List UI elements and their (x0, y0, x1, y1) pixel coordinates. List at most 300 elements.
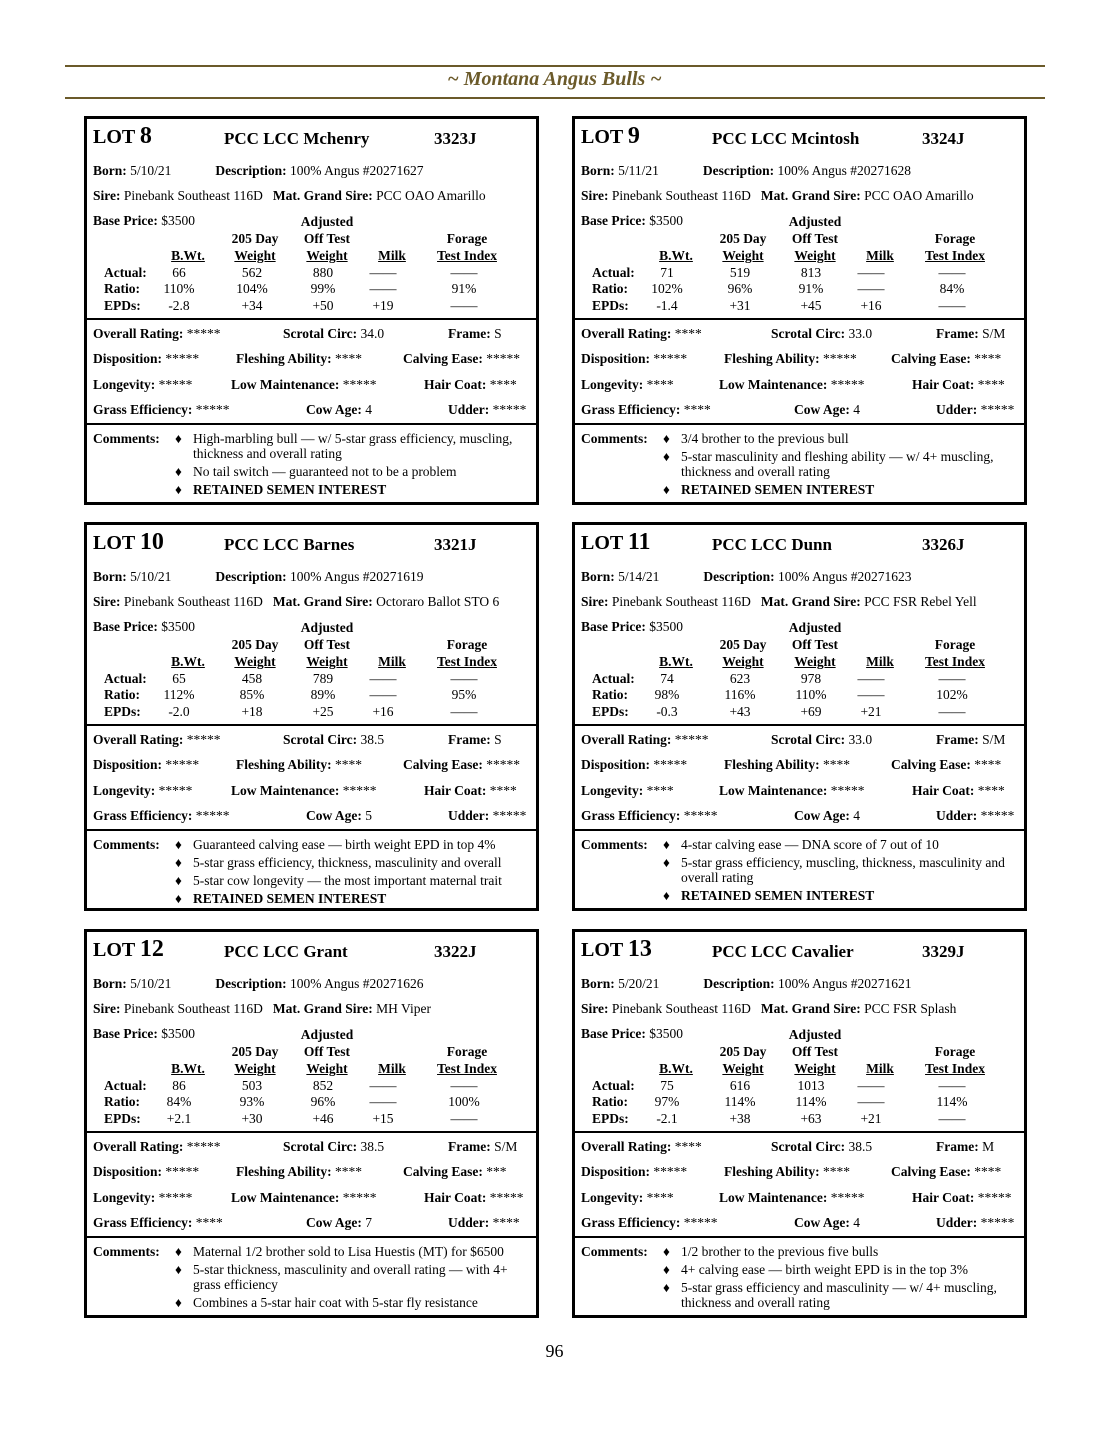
born-label: Born: (581, 569, 615, 584)
cell-epds-1: +43 (729, 704, 751, 719)
overall-rating-value: ***** (674, 732, 709, 747)
col-forage-index-line-0: Forage (934, 1044, 976, 1059)
calving-ease-value: ***** (486, 757, 521, 772)
hair-coat-label: Hair Coat: (912, 783, 975, 798)
cell-epds-4: —— (938, 298, 966, 313)
cell-epds-0: +2.1 (166, 1111, 192, 1126)
description-value: 100% Angus #20271628 (777, 163, 912, 178)
longevity-value: **** (646, 783, 674, 798)
overall-rating-value: **** (674, 1139, 702, 1154)
scrotal-circ (283, 732, 384, 748)
description-value: 100% Angus #20271627 (290, 163, 424, 178)
fleshing-ability-value: **** (823, 757, 851, 772)
col-205-weight (713, 636, 773, 670)
tag-number: 3324J (922, 129, 965, 148)
cell-epds-0: -2.1 (656, 1111, 678, 1126)
base-price-label: Base Price: (581, 1026, 646, 1041)
overall-rating-value: ***** (186, 326, 221, 341)
col-adj-weight (775, 619, 855, 670)
bullet-icon: ♦ (663, 855, 670, 870)
sire-row (93, 188, 486, 204)
mgs-value: PCC OAO Amarillo (376, 188, 486, 203)
longevity (93, 1190, 192, 1206)
col-adj-weight-line-2: Weight (794, 248, 836, 263)
scrotal-circ-value: 34.0 (360, 326, 385, 341)
col-adj-weight-line-1: Off Test (791, 231, 839, 246)
base-price-value: $3500 (649, 619, 683, 634)
row-actual-label: Actual: (592, 1078, 635, 1093)
hair-coat-label: Hair Coat: (424, 377, 487, 392)
born-row (581, 976, 912, 992)
fleshing-ability-value: **** (335, 1164, 363, 1179)
divider-comments (575, 829, 1024, 831)
fleshing-ability-value: **** (335, 757, 363, 772)
grass-efficiency-label: Grass Efficiency: (93, 402, 193, 417)
cell-epds-2: +45 (800, 298, 822, 313)
cell-epds-0: -0.3 (656, 704, 678, 719)
scrotal-circ-value: 38.5 (360, 732, 385, 747)
cell-ratio-4: 84% (939, 281, 965, 296)
grass-efficiency-label: Grass Efficiency: (581, 1215, 681, 1230)
bull-name: PCC LCC Cavalier (712, 942, 854, 961)
udder-value: ***** (980, 1215, 1015, 1230)
col-milk (362, 1060, 422, 1077)
col-bwt (153, 247, 223, 264)
sire-row (93, 1001, 431, 1017)
lot-number (581, 936, 652, 963)
cell-epds-1: +31 (729, 298, 751, 313)
sire-label: Sire: (93, 188, 121, 203)
hair-coat-value: **** (489, 377, 517, 392)
born-value: 5/10/21 (130, 163, 172, 178)
col-milk-line-0: Milk (866, 248, 894, 263)
col-205-weight-line-0: 205 Day (231, 1044, 279, 1059)
cell-actual-3: —— (369, 1078, 397, 1093)
divider-stats (575, 318, 1024, 320)
born-label: Born: (581, 163, 615, 178)
cell-ratio-0: 97% (654, 1094, 680, 1109)
description-value: 100% Angus #20271626 (290, 976, 424, 991)
cell-actual-3: —— (857, 265, 885, 280)
frame-label: Frame: (448, 326, 491, 341)
col-bwt (641, 653, 711, 670)
base-price-row (93, 1026, 195, 1042)
cell-actual-4: —— (938, 1078, 966, 1093)
comment-item (175, 873, 530, 888)
row-actual-label: Actual: (592, 671, 635, 686)
calving-ease-label: Calving Ease: (403, 351, 483, 366)
fleshing-ability-label: Fleshing Ability: (724, 1164, 820, 1179)
udder-label: Udder: (936, 808, 978, 823)
cell-ratio-1: 104% (236, 281, 268, 296)
mgs-label: Mat. Grand Sire: (272, 594, 373, 609)
cow-age-value: 4 (365, 402, 372, 417)
cell-epds-2: +25 (312, 704, 334, 719)
fleshing-ability (724, 1164, 850, 1180)
comments-label: Comments: (581, 837, 648, 852)
tag-number: 3321J (434, 535, 477, 554)
lot-number (581, 529, 651, 556)
bullet-icon: ♦ (663, 888, 670, 903)
col-forage-index-line-0: Forage (934, 231, 976, 246)
cell-ratio-3: —— (857, 1094, 885, 1109)
born-row (93, 569, 424, 585)
col-bwt-line-0: B.Wt. (659, 1061, 693, 1076)
bullet-icon: ♦ (663, 449, 670, 464)
sire-label: Sire: (93, 594, 121, 609)
born-value: 5/20/21 (618, 976, 660, 991)
lot-label: LOT (581, 126, 623, 148)
cell-ratio-1: 93% (239, 1094, 265, 1109)
scrotal-circ-label: Scrotal Circ: (771, 326, 846, 341)
sire-row (581, 1001, 956, 1017)
udder (936, 402, 1014, 418)
born-row (581, 569, 912, 585)
cell-actual-0: 86 (172, 1078, 186, 1093)
frame (448, 732, 502, 748)
cell-ratio-4: 95% (451, 687, 477, 702)
cell-actual-2: 880 (312, 265, 334, 280)
udder-label: Udder: (448, 402, 490, 417)
disposition-label: Disposition: (581, 1164, 651, 1179)
bullet-icon: ♦ (175, 1262, 182, 1277)
overall-rating-value: ***** (186, 1139, 221, 1154)
cell-actual-1: 458 (241, 671, 263, 686)
udder (936, 1215, 1014, 1231)
divider-comments (87, 829, 536, 831)
col-forage-index (910, 636, 1000, 670)
col-forage-index-line-1: Test Index (925, 248, 985, 263)
col-milk-line-0: Milk (378, 1061, 406, 1076)
fleshing-ability-label: Fleshing Ability: (236, 757, 332, 772)
row-ratio-label: Ratio: (592, 281, 628, 296)
cell-epds-1: +38 (729, 1111, 751, 1126)
cell-actual-1: 562 (241, 265, 263, 280)
bullet-icon: ♦ (175, 464, 182, 479)
comment-text: RETAINED SEMEN INTEREST (681, 888, 875, 903)
grass-efficiency-value: ***** (195, 808, 230, 823)
cell-epds-0: -1.4 (656, 298, 678, 313)
lot-card (572, 929, 1027, 1318)
col-adj-weight-line-2: Weight (306, 654, 348, 669)
hair-coat (424, 1190, 524, 1206)
divider-stats (87, 318, 536, 320)
longevity-label: Longevity: (93, 377, 156, 392)
base-price-row (93, 619, 195, 635)
row-epds-label: EPDs: (104, 704, 141, 719)
cell-epds-3: +16 (372, 704, 394, 719)
disposition-label: Disposition: (581, 351, 651, 366)
bullet-icon: ♦ (663, 837, 670, 852)
cell-ratio-0: 98% (654, 687, 680, 702)
lot-number (93, 123, 152, 150)
base-price-label: Base Price: (581, 619, 646, 634)
grass-efficiency (581, 402, 711, 418)
born-value: 5/11/21 (618, 163, 659, 178)
scrotal-circ (283, 326, 384, 342)
cow-age-value: 4 (853, 402, 860, 417)
sire-value: Pinebank Southeast 116D (123, 594, 263, 609)
bullet-icon: ♦ (663, 431, 670, 446)
overall-rating (93, 732, 221, 748)
grass-efficiency-label: Grass Efficiency: (93, 1215, 193, 1230)
cell-actual-0: 66 (172, 265, 186, 280)
longevity-label: Longevity: (93, 1190, 156, 1205)
base-price-label: Base Price: (581, 213, 646, 228)
comments-list (663, 431, 1018, 500)
col-205-weight-line-0: 205 Day (231, 637, 279, 652)
tag-number: 3323J (434, 129, 477, 148)
hair-coat-value: **** (977, 783, 1005, 798)
lot-label: LOT (581, 939, 623, 961)
col-forage-index-line-1: Test Index (925, 1061, 985, 1076)
col-milk (362, 247, 422, 264)
cell-actual-4: —— (450, 1078, 478, 1093)
cow-age-value: 7 (365, 1215, 372, 1230)
col-milk-line-0: Milk (866, 654, 894, 669)
hair-coat-value: **** (489, 783, 517, 798)
row-epds-label: EPDs: (592, 298, 629, 313)
born-label: Born: (581, 976, 615, 991)
col-bwt (153, 1060, 223, 1077)
overall-rating (581, 326, 702, 342)
comment-text: 3/4 brother to the previous bull (681, 431, 849, 446)
grass-efficiency-label: Grass Efficiency: (581, 808, 681, 823)
cell-epds-1: +34 (241, 298, 263, 313)
cow-age (306, 402, 372, 418)
calving-ease-label: Calving Ease: (891, 351, 971, 366)
hair-coat (912, 1190, 1012, 1206)
comment-text: 5-star masculinity and fleshing ability — w/ 4+ muscling, thickness and overall rating (681, 449, 994, 479)
col-205-weight-line-0: 205 Day (719, 637, 767, 652)
grass-efficiency-value: **** (195, 1215, 223, 1230)
comment-text: Guaranteed calving ease — birth weight EPD in top 4% (193, 837, 496, 852)
col-adj-weight-line-1: Off Test (303, 637, 351, 652)
scrotal-circ-label: Scrotal Circ: (283, 732, 358, 747)
overall-rating (581, 1139, 702, 1155)
longevity-value: ***** (158, 783, 193, 798)
overall-rating (93, 326, 221, 342)
base-price-label: Base Price: (93, 1026, 158, 1041)
overall-rating-label: Overall Rating: (93, 1139, 184, 1154)
lot-card (572, 116, 1027, 505)
divider-stats (575, 1131, 1024, 1133)
mgs-label: Mat. Grand Sire: (760, 188, 861, 203)
cell-epds-0: -2.8 (168, 298, 190, 313)
cell-ratio-1: 114% (724, 1094, 756, 1109)
col-forage-index (422, 1043, 512, 1077)
col-adj-weight (287, 213, 367, 264)
frame-value: S (494, 326, 502, 341)
udder-value: ***** (492, 808, 527, 823)
col-205-weight-line-0: 205 Day (231, 231, 279, 246)
cell-actual-1: 519 (729, 265, 751, 280)
udder (448, 1215, 520, 1231)
calving-ease-label: Calving Ease: (403, 1164, 483, 1179)
cell-actual-1: 503 (241, 1078, 263, 1093)
cow-age (794, 808, 860, 824)
frame-value: S/M (982, 732, 1006, 747)
bullet-icon: ♦ (175, 1244, 182, 1259)
comments-list (663, 837, 1018, 906)
bullet-icon: ♦ (175, 855, 182, 870)
comment-item (663, 431, 1018, 446)
col-adj-weight-line-2: Weight (794, 654, 836, 669)
col-205-weight-line-1: Weight (722, 654, 764, 669)
col-milk (850, 247, 910, 264)
udder-label: Udder: (936, 402, 978, 417)
cell-ratio-2: 89% (310, 687, 336, 702)
lot-value: 8 (139, 123, 152, 149)
fleshing-ability-label: Fleshing Ability: (236, 351, 332, 366)
divider-stats (575, 724, 1024, 726)
cell-epds-3: +15 (372, 1111, 394, 1126)
col-adj-weight-line-2: Weight (306, 1061, 348, 1076)
disposition (93, 351, 199, 367)
cell-actual-0: 75 (660, 1078, 674, 1093)
fleshing-ability-label: Fleshing Ability: (724, 757, 820, 772)
sire-row (93, 594, 499, 610)
description-label: Description: (215, 976, 287, 991)
fleshing-ability-value: **** (335, 351, 363, 366)
col-adj-weight-line-2: Weight (794, 1061, 836, 1076)
overall-rating-label: Overall Rating: (93, 326, 184, 341)
comment-text: RETAINED SEMEN INTEREST (193, 482, 387, 497)
col-205-weight-line-1: Weight (234, 654, 276, 669)
longevity-value: ***** (158, 377, 193, 392)
comment-item (663, 1262, 1018, 1277)
grass-efficiency-value: ***** (195, 402, 230, 417)
comments-list (175, 1244, 530, 1313)
comments-list (663, 1244, 1018, 1313)
comment-text: 5-star cow longevity — the most important maternal trait (193, 873, 502, 888)
comments-list (175, 837, 530, 909)
base-price-value: $3500 (161, 1026, 195, 1041)
disposition-label: Disposition: (93, 1164, 163, 1179)
udder-label: Udder: (448, 1215, 490, 1230)
cell-ratio-3: —— (369, 281, 397, 296)
col-adj-weight-line-0: Adjusted (300, 1027, 354, 1042)
mgs-value: MH Viper (376, 1001, 431, 1016)
longevity (93, 783, 192, 799)
frame (936, 732, 1005, 748)
row-epds-label: EPDs: (592, 1111, 629, 1126)
cell-epds-4: —— (938, 704, 966, 719)
udder-label: Udder: (448, 808, 490, 823)
description-value: 100% Angus #20271619 (290, 569, 424, 584)
cell-ratio-3: —— (857, 687, 885, 702)
frame-value: S (494, 732, 502, 747)
row-actual-label: Actual: (104, 265, 147, 280)
cow-age-label: Cow Age: (794, 808, 850, 823)
low-maintenance-value: ***** (830, 783, 865, 798)
cell-ratio-2: 114% (795, 1094, 827, 1109)
page-header-title: ~ Montana Angus Bulls ~ (447, 68, 662, 90)
comment-text: Maternal 1/2 brother sold to Lisa Huestis (MT) for $6500 (193, 1244, 504, 1259)
grass-efficiency-value: ***** (683, 808, 718, 823)
col-bwt-line-0: B.Wt. (171, 1061, 205, 1076)
sire-value: Pinebank Southeast 116D (611, 1001, 751, 1016)
frame (936, 326, 1005, 342)
cell-ratio-2: 110% (795, 687, 827, 702)
calving-ease-label: Calving Ease: (891, 1164, 971, 1179)
overall-rating-label: Overall Rating: (581, 732, 672, 747)
frame-label: Frame: (448, 732, 491, 747)
header-rule-top (65, 65, 1045, 67)
longevity-label: Longevity: (581, 377, 644, 392)
overall-rating-label: Overall Rating: (581, 1139, 672, 1154)
born-row (93, 976, 424, 992)
sire-row (581, 188, 974, 204)
base-price-row (581, 213, 683, 229)
cow-age-label: Cow Age: (306, 402, 362, 417)
hair-coat (424, 783, 517, 799)
comments-label: Comments: (93, 837, 160, 852)
hair-coat (912, 377, 1005, 393)
scrotal-circ-value: 33.0 (848, 326, 873, 341)
calving-ease-value: **** (974, 1164, 1002, 1179)
fleshing-ability (724, 757, 850, 773)
cell-ratio-2: 96% (310, 1094, 336, 1109)
cell-actual-4: —— (938, 671, 966, 686)
lot-value: 9 (627, 123, 640, 149)
row-ratio-label: Ratio: (592, 687, 628, 702)
lot-card (84, 116, 539, 505)
longevity-label: Longevity: (93, 783, 156, 798)
sire-value: Pinebank Southeast 116D (611, 594, 751, 609)
fleshing-ability (236, 757, 362, 773)
lot-value: 10 (139, 529, 164, 555)
col-adj-weight-line-1: Off Test (303, 1044, 351, 1059)
frame (448, 1139, 517, 1155)
low-maintenance (719, 1190, 865, 1206)
comment-item (663, 1280, 1018, 1310)
row-epds-label: EPDs: (104, 298, 141, 313)
mgs-value: PCC FSR Splash (864, 1001, 957, 1016)
disposition-label: Disposition: (93, 757, 163, 772)
comment-item (175, 1244, 530, 1259)
col-adj-weight (287, 1026, 367, 1077)
comment-item (663, 837, 1018, 852)
col-milk-line-0: Milk (378, 248, 406, 263)
page-number: 96 (545, 1341, 564, 1361)
col-adj-weight (775, 1026, 855, 1077)
cell-actual-2: 1013 (797, 1078, 825, 1093)
col-forage-index-line-1: Test Index (437, 654, 497, 669)
col-adj-weight-line-1: Off Test (791, 1044, 839, 1059)
fleshing-ability (236, 1164, 362, 1180)
cell-epds-1: +30 (241, 1111, 263, 1126)
disposition-value: ***** (653, 1164, 688, 1179)
comment-item (663, 1244, 1018, 1259)
scrotal-circ-label: Scrotal Circ: (283, 326, 358, 341)
born-label: Born: (93, 163, 127, 178)
bullet-icon: ♦ (175, 482, 182, 497)
col-forage-index-line-1: Test Index (925, 654, 985, 669)
fleshing-ability-label: Fleshing Ability: (724, 351, 820, 366)
comment-item (175, 1295, 530, 1310)
cell-epds-4: —— (938, 1111, 966, 1126)
row-ratio-label: Ratio: (104, 687, 140, 702)
col-adj-weight-line-1: Off Test (303, 231, 351, 246)
description-label: Description: (215, 163, 287, 178)
cell-actual-1: 616 (729, 1078, 751, 1093)
header-rule-bottom (65, 97, 1045, 99)
cell-ratio-0: 110% (163, 281, 195, 296)
base-price-label: Base Price: (93, 213, 158, 228)
cow-age (794, 1215, 860, 1231)
col-forage-index (910, 230, 1000, 264)
